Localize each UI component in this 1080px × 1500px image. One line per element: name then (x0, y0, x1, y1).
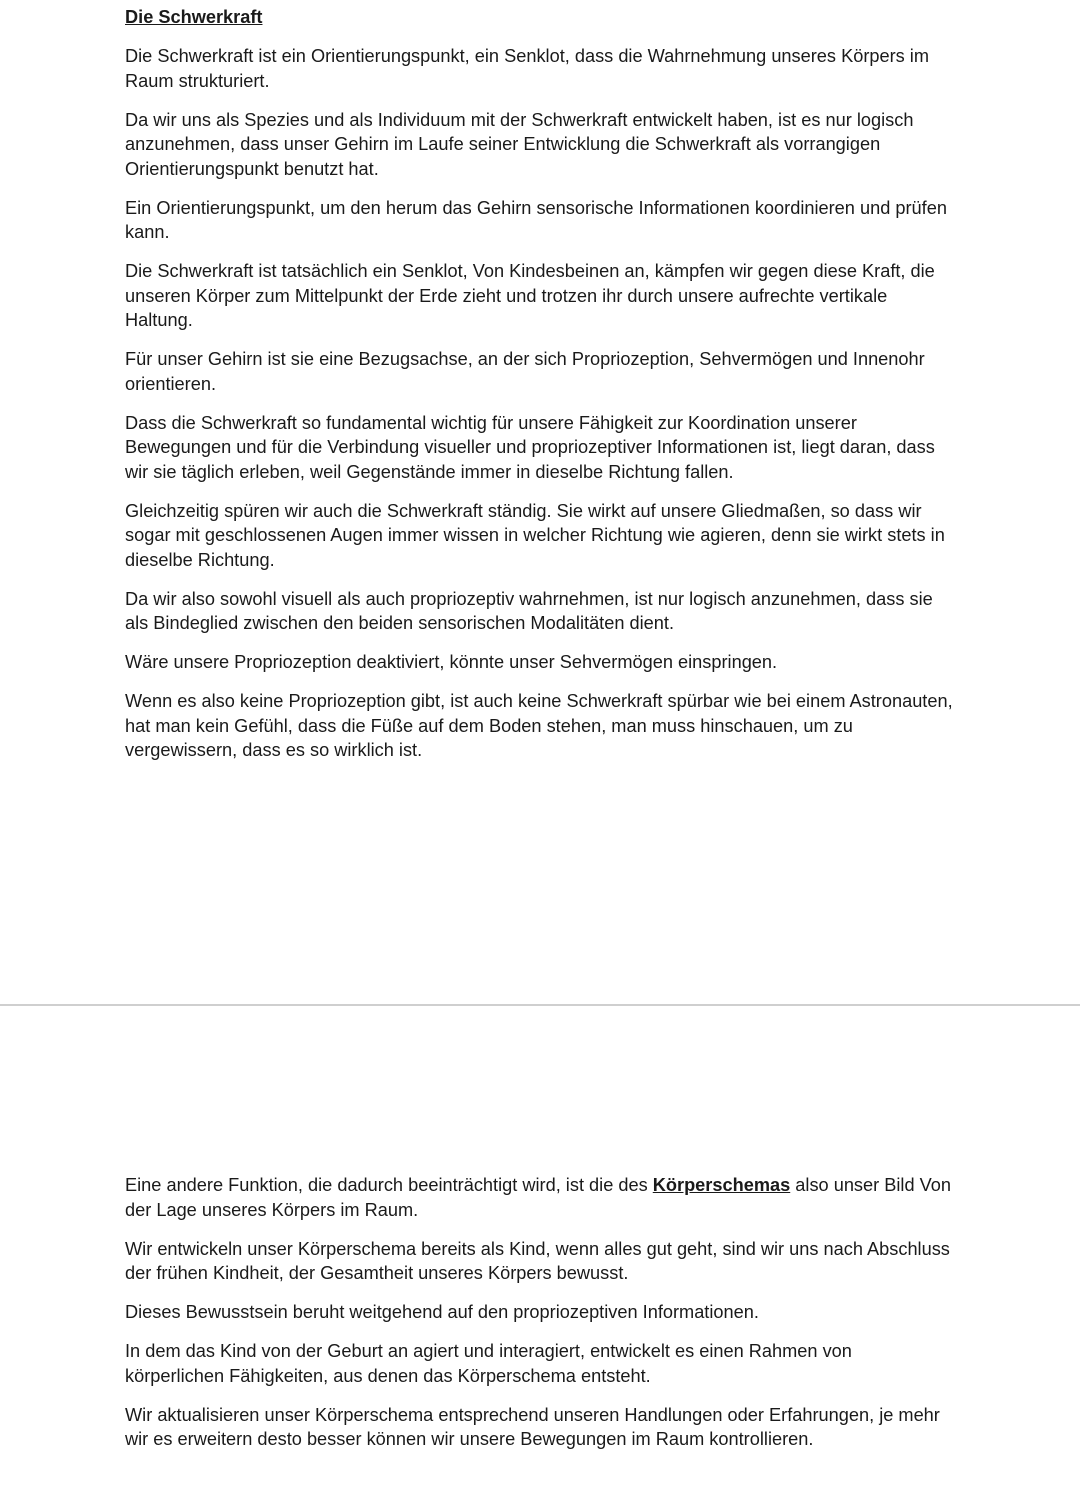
paragraph: Wir entwickeln unser Körperschema bereits als Kind, wenn alles gut geht, sind wir uns nach Abschluss der frühen Kindheit, der Gesamtheit unseres Körpers bewusst. (125, 1238, 950, 1283)
paragraph: Die Schwerkraft ist tatsächlich ein Senklot, Von Kindesbeinen an, kämpfen wir gegen diese Kraft, die unseren Körper zum Mittelpunkt der Erde zieht und trotzen ihr durch unsere aufrechte vertikale Haltung. (125, 261, 935, 330)
paragraph: Da wir uns als Spezies und als Individuum mit der Schwerkraft entwickelt haben, ist es nur logisch anzunehmen, dass unser Gehirn im Laufe seiner Entwicklung die Schwerkraft als vorrangigen Orientierungspunkt benutzt hat. (125, 109, 914, 179)
paragraph: Dass die Schwerkraft so fundamental wichtig für unsere Fähigkeit zur Koordination unserer Bewegungen und für die Verbindung visueller und propriozeptiver Informationen ist, liegt daran, dass wir sie täglich erleben, weil Gegenstände immer in dieselbe Richtung fallen. (125, 412, 935, 482)
page-divider (0, 1004, 1080, 1006)
paragraph: Wäre unsere Propriozeption deaktiviert, könnte unser Sehvermögen einspringen. (125, 652, 778, 672)
key-term: Körperschemas (652, 1175, 791, 1195)
paragraph: Wenn es also keine Propriozeption gibt, ist auch keine Schwerkraft spürbar wie bei einem Astronauten, hat man kein Gefühl, dass die Füße auf dem Boden stehen, man muss hinschauen, um zu vergewissern, dass es so wirklich ist. (125, 691, 953, 760)
document-page-1 (125, 5, 955, 777)
paragraph-text: Eine andere Funktion, die dadurch beeinträchtigt wird, ist die des (125, 1175, 653, 1195)
document-page-2 (125, 1173, 955, 1466)
section-heading: Die Schwerkraft (125, 7, 263, 27)
paragraph: Ein Orientierungspunkt, um den herum das Gehirn sensorische Informationen koordinieren und prüfen kann. (125, 197, 947, 242)
paragraph-with-term (125, 1173, 955, 1222)
paragraph-text: also unser Bild Von der Lage unseres Körpers im Raum. (125, 1175, 951, 1220)
paragraph: Da wir also sowohl visuell als auch propriozeptiv wahrnehmen, ist nur logisch anzunehmen, dass sie als Bindeglied zwischen den beiden sensorischen Modalitäten dient. (125, 588, 933, 633)
paragraph: Gleichzeitig spüren wir auch die Schwerkraft ständig. Sie wirkt auf unsere Gliedmaßen, so dass wir sogar mit geschlossenen Augen immer wissen in welcher Richtung wie agieren, denn sie wirkt stets in dieselbe Richtung. (125, 500, 945, 570)
paragraph: In dem das Kind von der Geburt an agiert und interagiert, entwickelt es einen Rahmen von körperlichen Fähigkeiten, aus denen das Körperschema entsteht. (125, 1341, 852, 1386)
paragraph: Dieses Bewusstsein beruht weitgehend auf den propriozeptiven Informationen. (125, 1302, 759, 1322)
paragraph: Für unser Gehirn ist sie eine Bezugsachse, an der sich Propriozeption, Sehvermögen und Innenohr orientieren. (125, 349, 925, 394)
paragraph: Wir aktualisieren unser Körperschema entsprechend unseren Handlungen oder Erfahrungen, je mehr wir es erweitern desto besser können wir unsere Bewegungen im Raum kontrollieren. (125, 1404, 940, 1449)
paragraph: Die Schwerkraft ist ein Orientierungspunkt, ein Senklot, dass die Wahrnehmung unseres Körpers im Raum strukturiert. (125, 46, 929, 91)
